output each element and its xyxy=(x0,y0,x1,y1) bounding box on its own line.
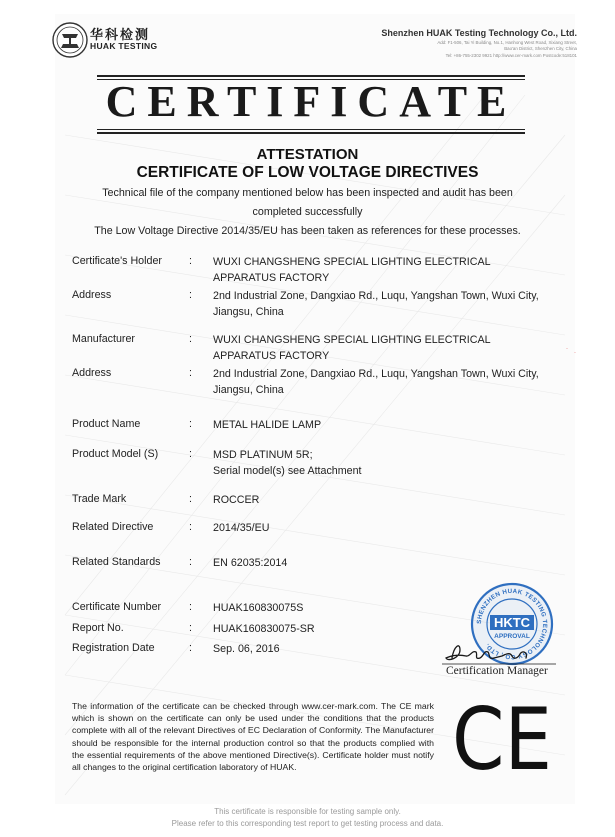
brand-english-name: HUAK TESTING xyxy=(90,41,158,51)
product-model-colon: : xyxy=(189,448,192,460)
intro-line-3: The Low Voltage Directive 2014/35/EU has been taken as references for these processes. xyxy=(94,225,521,237)
company-address-line2: Bao'an District, Shenzhen City, China xyxy=(504,46,577,51)
company-name: Shenzhen HUAK Testing Technology Co., Ltd. xyxy=(381,28,577,38)
reg-date-label: Registration Date xyxy=(72,642,155,654)
margin-mark: · xyxy=(574,350,576,356)
cert-number-value: HUAK160830075S xyxy=(213,602,304,614)
report-no-colon: : xyxy=(189,622,192,634)
address2-value xyxy=(213,366,553,398)
reg-date-value: Sep. 06, 2016 xyxy=(213,643,280,655)
directive-heading: CERTIFICATE OF LOW VOLTAGE DIRECTIVES xyxy=(136,164,479,181)
manufacturer-label: Manufacturer xyxy=(72,333,135,345)
trade-mark-value: ROCCER xyxy=(213,494,260,506)
standards-colon: : xyxy=(189,556,192,568)
address1-value xyxy=(213,288,553,320)
address2-value-line1: 2nd Industrial Zone, Dangxiao Rd., Luqu, Yangshan Town, Wuxi City, xyxy=(213,368,539,380)
holder-colon: : xyxy=(189,255,192,267)
title-bottom-rule xyxy=(97,132,525,134)
huak-logo-icon xyxy=(52,22,88,58)
manufacturer-value-line1: WUXI CHANGSHENG SPECIAL LIGHTING ELECTRICAL xyxy=(213,334,491,346)
intro-line-1: Technical file of the company mentioned below has been inspected and audit has been xyxy=(102,187,513,199)
cert-number-label: Certificate Number xyxy=(72,601,162,613)
product-name-colon: : xyxy=(189,418,192,430)
manufacturer-colon: : xyxy=(189,333,192,345)
product-model-value xyxy=(213,447,553,479)
report-no-value: HUAK160830075-SR xyxy=(213,623,315,635)
stamp-sub-text: APPROVAL xyxy=(494,633,530,640)
ce-mark-icon xyxy=(452,690,554,790)
address2-value-line2: Jiangsu, China xyxy=(213,384,284,396)
trade-mark-label: Trade Mark xyxy=(72,493,127,505)
certification-manager-label: Certification Manager xyxy=(446,665,548,677)
holder-value xyxy=(213,254,553,286)
ce-mark-text: CE xyxy=(452,690,552,790)
cert-number-colon: : xyxy=(189,601,192,613)
manager-signature xyxy=(438,636,558,668)
directive-colon: : xyxy=(189,521,192,533)
address2-colon: : xyxy=(189,367,192,379)
holder-value-line2: APPARATUS FACTORY xyxy=(213,272,330,284)
company-contact-line: Tel: +86-755-2302 9921 http://www.cer-mark.com Postcode:518101 xyxy=(445,53,577,58)
company-address-line1: Add: F1-506, Tai Yi Building, No.1, Hanhong West Road, Xixiang Street, xyxy=(437,40,577,45)
brand-chinese-name: 华科检测 xyxy=(90,27,151,42)
trade-mark-colon: : xyxy=(189,493,192,505)
stamp-center-text: HKTC xyxy=(493,615,531,630)
holder-label: Certificate's Holder xyxy=(72,255,162,267)
manufacturer-value xyxy=(213,332,553,364)
holder-value-line1: WUXI CHANGSHENG SPECIAL LIGHTING ELECTRICAL xyxy=(213,256,491,268)
standards-label: Related Standards xyxy=(72,556,161,568)
margin-mark: · xyxy=(566,346,568,352)
product-name-label: Product Name xyxy=(72,418,141,430)
disclaimer-text: The information of the certificate can be checked through www.cer-mark.com. The CE mark which is shown on the certificate can only be used under the conditions that the products complete with all of the relevant Directives of EC Declaration of Conformity. The Manufacturer should be responsible for the internal production control so that the products complied with the essential requirements of the above mentioned Directive(s). Certificate holder must notify all changes to the original certification laboratory of HUAK. xyxy=(72,701,434,773)
title-bottom-rule-thin xyxy=(97,129,525,130)
address1-value-line1: 2nd Industrial Zone, Dangxiao Rd., Luqu, Yangshan Town, Wuxi City, xyxy=(213,290,539,302)
attestation-heading: ATTESTATION xyxy=(256,146,359,163)
product-model-label: Product Model (S) xyxy=(72,448,159,460)
product-model-value-line2: Serial model(s) see Attachment xyxy=(213,465,362,477)
address2-label: Address xyxy=(72,367,112,379)
footer-line-1: This certificate is responsible for testing sample only. xyxy=(214,807,401,816)
reg-date-colon: : xyxy=(189,642,192,654)
product-name-value: METAL HALIDE LAMP xyxy=(213,419,322,431)
address1-label: Address xyxy=(72,289,112,301)
address1-colon: : xyxy=(189,289,192,301)
product-model-value-line1: MSD PLATINUM 5R; xyxy=(213,449,313,461)
directive-label: Related Directive xyxy=(72,521,154,533)
address1-value-line2: Jiangsu, China xyxy=(213,306,284,318)
report-no-label: Report No. xyxy=(72,622,124,634)
intro-line-2: completed successfully xyxy=(252,206,363,218)
standards-value: EN 62035:2014 xyxy=(213,557,288,569)
stamp-ring-text: SHENZHEN HUAK TESTING TECHNOLOGY CO., LTD. xyxy=(475,587,549,661)
certificate-title: CERTIFICATE xyxy=(105,77,517,126)
footer-line-2: Please refer to this corresponding test report to get testing process and data. xyxy=(171,819,444,828)
manufacturer-value-line2: APPARATUS FACTORY xyxy=(213,350,330,362)
directive-value: 2014/35/EU xyxy=(213,522,270,534)
